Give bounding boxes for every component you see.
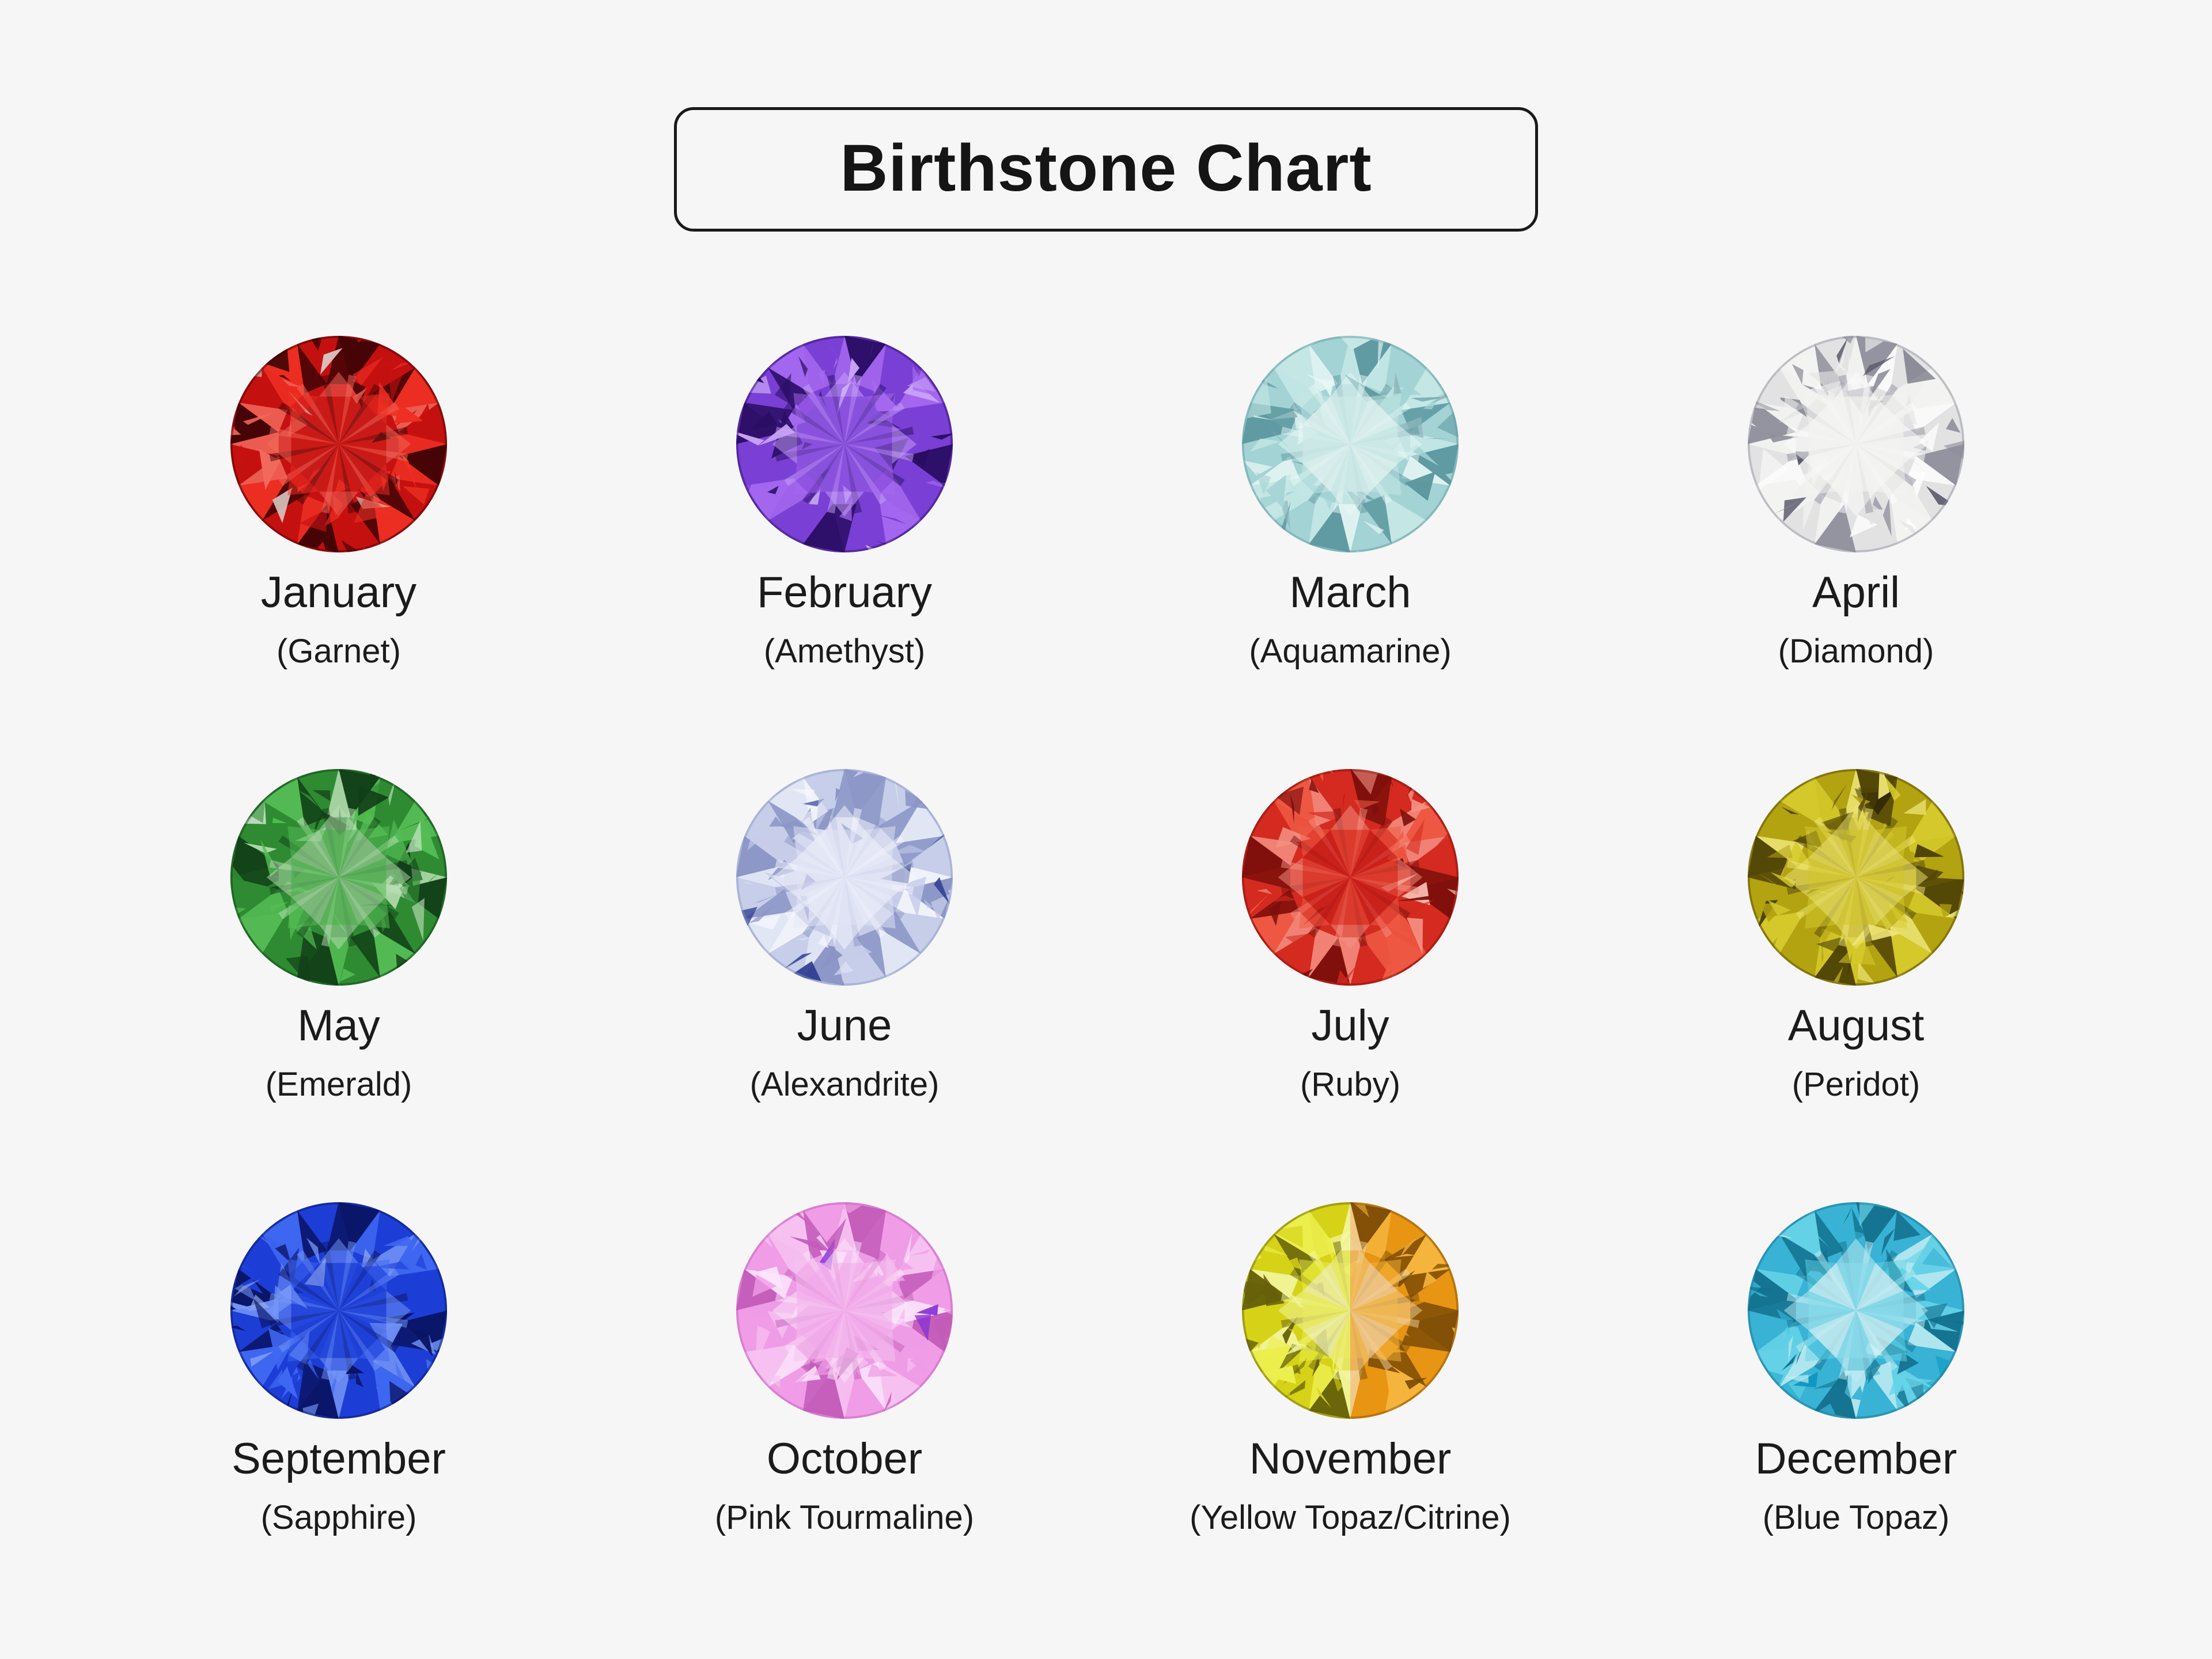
gem-icon-blue-topaz xyxy=(1747,1201,1965,1420)
month-cell-january xyxy=(86,335,592,768)
gem-icon-peridot xyxy=(1747,768,1965,987)
stone-label: (Garnet) xyxy=(276,632,401,671)
title-box xyxy=(674,107,1538,232)
month-label: January xyxy=(260,568,417,617)
gem-icon-amethyst xyxy=(735,335,954,554)
stone-label: (Aquamarine) xyxy=(1249,632,1452,671)
stone-label: (Pink Tourmaline) xyxy=(714,1499,975,1537)
month-cell-september xyxy=(86,1201,592,1634)
stone-label: (Peridot) xyxy=(1791,1066,1921,1104)
gem-icon-emerald xyxy=(229,768,448,987)
month-cell-june xyxy=(592,768,1097,1201)
stone-label: (Emerald) xyxy=(265,1066,412,1104)
gem-grid xyxy=(86,335,2109,1634)
month-cell-may xyxy=(86,768,592,1201)
month-cell-april xyxy=(1603,335,2109,768)
gem-icon-yellow-topaz-citrine xyxy=(1241,1201,1460,1420)
month-cell-october xyxy=(592,1201,1097,1634)
stone-label: (Yellow Topaz/Citrine) xyxy=(1190,1499,1511,1537)
stone-label: (Alexandrite) xyxy=(749,1066,940,1104)
month-cell-august xyxy=(1603,768,2109,1201)
month-label: March xyxy=(1289,568,1411,617)
stone-label: (Sapphire) xyxy=(260,1499,417,1537)
gem-icon-garnet xyxy=(229,335,448,554)
gem-icon-sapphire xyxy=(229,1201,448,1420)
month-label: February xyxy=(756,568,933,617)
gem-icon-aquamarine xyxy=(1241,335,1460,554)
month-label: December xyxy=(1755,1434,1957,1483)
month-label: November xyxy=(1249,1434,1452,1483)
gem-icon-alexandrite xyxy=(735,768,954,987)
stone-label: (Blue Topaz) xyxy=(1762,1499,1950,1537)
gem-icon-ruby xyxy=(1241,768,1460,987)
page-title: Birthstone Chart xyxy=(840,131,1372,205)
month-cell-july xyxy=(1097,768,1603,1201)
month-cell-december xyxy=(1603,1201,2109,1634)
month-label: September xyxy=(232,1434,446,1483)
gem-icon-diamond xyxy=(1747,335,1965,554)
stone-label: (Amethyst) xyxy=(763,632,926,671)
stone-label: (Diamond) xyxy=(1778,632,1934,671)
month-label: June xyxy=(797,1001,892,1050)
month-label: May xyxy=(297,1001,380,1050)
month-cell-november xyxy=(1097,1201,1603,1634)
gem-icon-pink-tourmaline xyxy=(735,1201,954,1420)
month-label: August xyxy=(1787,1001,1925,1050)
month-label: July xyxy=(1311,1001,1389,1050)
month-label: April xyxy=(1812,568,1900,617)
month-cell-march xyxy=(1097,335,1603,768)
stone-label: (Ruby) xyxy=(1300,1066,1401,1104)
month-label: October xyxy=(766,1434,923,1483)
month-cell-february xyxy=(592,335,1097,768)
